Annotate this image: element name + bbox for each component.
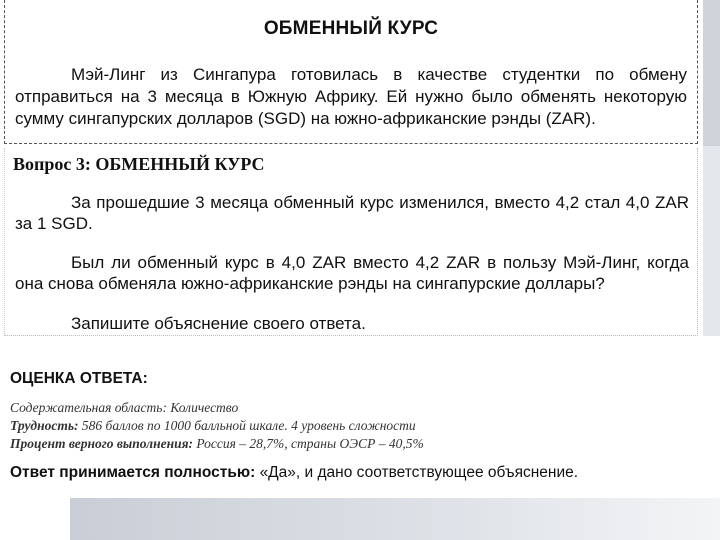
side-decoration-strip-lower (703, 146, 720, 336)
intro-box (4, 0, 698, 144)
percent-label: Процент верного выполнения: (10, 436, 194, 451)
question-paragraph-2 (15, 252, 689, 294)
percent-value: Россия – 28,7%, страны ОЭСР – 40,5% (196, 436, 424, 451)
question-instruction: Запишите объяснение своего ответа. (71, 314, 366, 333)
question-heading: Вопрос 3: ОБМЕННЫЙ КУРС (13, 154, 265, 174)
percent-line (10, 436, 424, 452)
acceptance-line (10, 464, 578, 482)
intro-text (15, 64, 687, 130)
question-paragraph-2-text: Был ли обменный курс в 4,0 ZAR вместо 4,2 ZAR в пользу Мэй-Линг, когда она снова обменяла южно-африканские рэнды на сингапурские доллары? (15, 253, 689, 293)
difficulty-value: 586 баллов по 1000 балльной шкале. 4 уровень сложности (81, 418, 416, 433)
side-decoration-strip (703, 0, 720, 146)
question-paragraph-1 (15, 192, 689, 234)
intro-title: ОБМЕННЫЙ КУРС (263, 18, 439, 39)
intro-text-content: Мэй-Линг из Сингапура готовилась в качестве студентки по обмену отправиться на 3 месяца в Южную Африку. Ей нужно было обменять некоторую сумму сингапурских долларов (SGD) на южно-африканские рэнды (ZAR). (15, 65, 687, 128)
difficulty-label: Трудность: (10, 418, 79, 433)
content-area-line (10, 400, 238, 416)
question-paragraph-1-text: За прошедшие 3 месяца обменный курс изменился, вместо 4,2 стал 4,0 ZAR за 1 SGD. (15, 193, 689, 233)
difficulty-line (10, 418, 416, 434)
question-box (4, 148, 698, 336)
acceptance-label: Ответ принимается полностью: (10, 464, 256, 481)
assessment-heading: ОЦЕНКА ОТВЕТА: (10, 370, 148, 387)
content-area-value: Количество (170, 400, 239, 415)
bottom-decoration-bar (70, 498, 720, 540)
acceptance-value: «Да», и дано соответствующее объяснение. (259, 464, 579, 481)
content-area-label: Содержательная область: (10, 400, 167, 415)
